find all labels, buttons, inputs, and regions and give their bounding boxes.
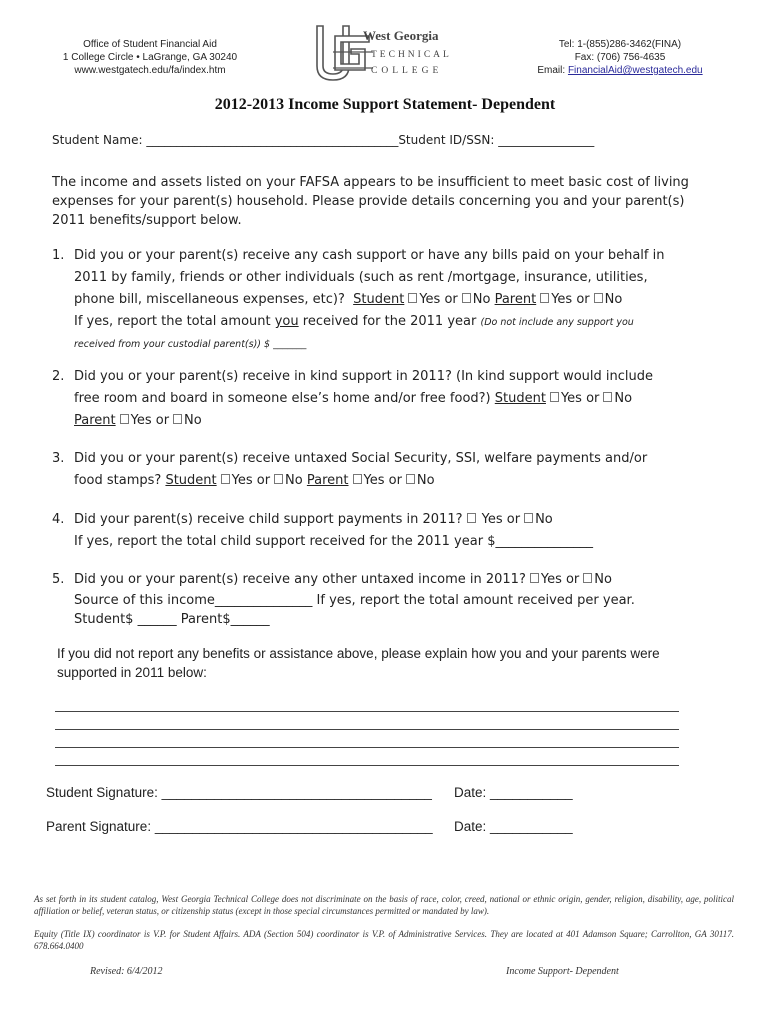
nondiscrimination-statement: As set forth in its student catalog, West Georgia Technical College does not discriminate on the basis of race, color, creed, national or ethnic origin, gender, religion, disability, age, political affiliation or belief, veteran status, or citizenship status (except in those special circumstances permitted or mandated by law). xyxy=(34,894,734,916)
explain-instructions: If you did not report any benefits or assistance above, please explain how you and your parents were supported in 2011 below: xyxy=(57,646,660,680)
q4-yes-checkbox[interactable] xyxy=(467,513,476,523)
parent-date-field[interactable]: Date: ___________ xyxy=(454,819,573,834)
office-address-block xyxy=(0,38,300,77)
explain-line[interactable] xyxy=(55,711,679,712)
q1-student-yes-checkbox[interactable] xyxy=(408,293,417,303)
logo-college: COLLEGE xyxy=(371,66,443,76)
student-info-line xyxy=(52,133,594,147)
q4-line1 xyxy=(74,509,702,531)
q1-parent-yes-label: Yes or xyxy=(551,292,590,307)
q3-student-label: Student xyxy=(165,473,217,488)
q4-line1-text: Did your parent(s) receive child support payments in 2011? xyxy=(74,512,463,527)
college-logo xyxy=(313,22,463,84)
office-website[interactable]: www.westgatech.edu/fa/index.htm xyxy=(74,65,226,76)
office-address: 1 College Circle • LaGrange, GA 30240 xyxy=(62,52,238,63)
question-4 xyxy=(52,509,702,553)
parent-signature-field[interactable]: Parent Signature: _____________________________________ xyxy=(46,819,433,834)
q1-student-no-label: No xyxy=(472,292,491,307)
q4-yes-label: Yes or xyxy=(477,512,521,527)
q2-line3 xyxy=(74,410,702,432)
q1-line4 xyxy=(74,311,702,334)
student-id-label: Student ID/SSN: xyxy=(398,133,499,147)
q2-student-no-checkbox[interactable] xyxy=(603,392,612,402)
q3-line2 xyxy=(74,470,702,492)
question-2 xyxy=(52,366,702,432)
explain-line[interactable] xyxy=(55,729,679,730)
q2-student-label: Student xyxy=(494,391,546,406)
question-3 xyxy=(52,448,702,492)
q5-yes-checkbox[interactable] xyxy=(530,573,539,583)
q1-line3 xyxy=(74,289,702,311)
q1-student-no-checkbox[interactable] xyxy=(462,293,471,303)
form-title: 2012-2013 Income Support Statement- Dependent xyxy=(214,96,556,113)
question-1 xyxy=(52,245,702,356)
contact-email-link[interactable]: FinancialAid@westgatech.edu xyxy=(567,65,703,76)
contact-block xyxy=(505,38,735,77)
form-name-footer: Income Support- Dependent xyxy=(506,966,619,977)
q3-student-no-label: No xyxy=(285,473,303,488)
q5-line3[interactable]: Student$ ______ Parent$______ xyxy=(74,612,270,627)
student-id-field[interactable]: ________________ xyxy=(498,133,595,147)
q3-line1: Did you or your parent(s) receive untaxed Social Security, SSI, welfare payments and/or xyxy=(74,451,648,466)
q1-line4b: received for the 2011 year xyxy=(298,314,481,329)
q2-parent-no-checkbox[interactable] xyxy=(173,414,182,424)
q4-no-checkbox[interactable] xyxy=(524,513,533,523)
revised-date: Revised: 6/4/2012 xyxy=(90,966,163,977)
question-number: 1. xyxy=(52,248,65,263)
q3-parent-yes-checkbox[interactable] xyxy=(353,474,362,484)
student-date-field[interactable]: Date: ___________ xyxy=(454,785,573,800)
logo-west-georgia: West Georgia xyxy=(363,28,439,43)
q1-parent-label: Parent xyxy=(494,292,537,307)
q2-student-yes-checkbox[interactable] xyxy=(550,392,559,402)
q3-parent-label: Parent xyxy=(306,473,349,488)
q5-line1-text: Did you or your parent(s) receive any other untaxed income in 2011? xyxy=(74,572,526,587)
q5-no-checkbox[interactable] xyxy=(583,573,592,583)
q2-student-yes-label: Yes or xyxy=(560,391,600,406)
intro-paragraph: The income and assets listed on your FAFSA appears to be insufficient to meet basic cost of living expenses for your parent(s) household. Please provide details concerning you and your parent(s) 2011 benefits/support below. xyxy=(52,175,689,228)
contact-tel: Tel: 1-(855)286-3462(FINA) xyxy=(558,39,682,50)
q3-student-yes-checkbox[interactable] xyxy=(221,474,230,484)
q1-parent-no-label: No xyxy=(604,292,623,307)
q1-parent-no-checkbox[interactable] xyxy=(594,293,603,303)
q1-student-label: Student xyxy=(353,292,405,307)
q1-student-yes-label: Yes or xyxy=(419,292,458,307)
q1-line2: 2011 by family, friends or other individuals (such as rent /mortgage, insurance, utilities, xyxy=(74,270,648,285)
question-number: 3. xyxy=(52,451,65,466)
q1-line3-text: phone bill, miscellaneous expenses, etc)? xyxy=(74,292,345,307)
q5-line1 xyxy=(74,569,702,591)
student-name-label: Student Name: xyxy=(52,133,147,147)
q1-note1: (Do not include any support you xyxy=(480,317,634,328)
q3-parent-no-label: No xyxy=(416,473,435,488)
q2-parent-yes-label: Yes or xyxy=(130,413,170,428)
contact-fax: Fax: (706) 756-4635 xyxy=(574,52,666,63)
student-signature-field[interactable]: Student Signature: ____________________________________ xyxy=(46,785,432,800)
contact-email-label: Email: xyxy=(537,65,568,76)
contact-email-line xyxy=(505,64,735,77)
q3-parent-no-checkbox[interactable] xyxy=(406,474,415,484)
office-name: Office of Student Financial Aid xyxy=(83,39,217,50)
q3-parent-yes-label: Yes or xyxy=(363,473,402,488)
question-number: 5. xyxy=(52,572,65,587)
q1-parent-yes-checkbox[interactable] xyxy=(540,293,549,303)
q2-student-no-label: No xyxy=(614,391,633,406)
q2-parent-no-label: No xyxy=(184,413,202,428)
question-number: 4. xyxy=(52,512,65,527)
q1-line1: Did you or your parent(s) receive any cash support or have any bills paid on your behalf in xyxy=(74,248,665,263)
q3-student-yes-label: Yes or xyxy=(231,473,271,488)
q4-line2[interactable]: If yes, report the total child support received for the 2011 year $_______________ xyxy=(74,534,593,549)
explain-line[interactable] xyxy=(55,765,679,766)
q1-note2[interactable]: received from your custodial parent(s)) $ _______ xyxy=(74,339,307,350)
q2-line2 xyxy=(74,388,702,410)
q3-line2-text: food stamps? xyxy=(74,473,162,488)
explain-line[interactable] xyxy=(55,747,679,748)
student-name-field[interactable]: __________________________________________ xyxy=(146,133,399,147)
equity-statement: Equity (Title IX) coordinator is V.P. for Student Affairs. ADA (Section 504) coordinator is V.P. of Administrative Services. They are located at 401 Adamson Square; Carrollton, GA 30117. 678.664.0400 xyxy=(34,929,734,951)
question-number: 2. xyxy=(52,369,65,384)
q5-no-label: No xyxy=(594,572,612,587)
question-5 xyxy=(52,569,702,629)
q2-line2-text: free room and board in someone else’s home and/or free food?) xyxy=(74,391,491,406)
q2-parent-yes-checkbox[interactable] xyxy=(120,414,129,424)
q3-student-no-checkbox[interactable] xyxy=(274,474,283,484)
logo-technical: TECHNICAL xyxy=(371,50,452,60)
q1-line4a: If yes, report the total amount xyxy=(74,314,275,329)
q2-line1: Did you or your parent(s) receive in kind support in 2011? (In kind support would include xyxy=(74,369,654,384)
q1-you: you xyxy=(274,314,299,329)
q2-parent-label: Parent xyxy=(74,413,116,428)
q5-yes-label: Yes or xyxy=(540,572,580,587)
q5-line2[interactable]: Source of this income_______________ If yes, report the total amount received per year. xyxy=(74,593,635,608)
q4-no-label: No xyxy=(535,512,553,527)
